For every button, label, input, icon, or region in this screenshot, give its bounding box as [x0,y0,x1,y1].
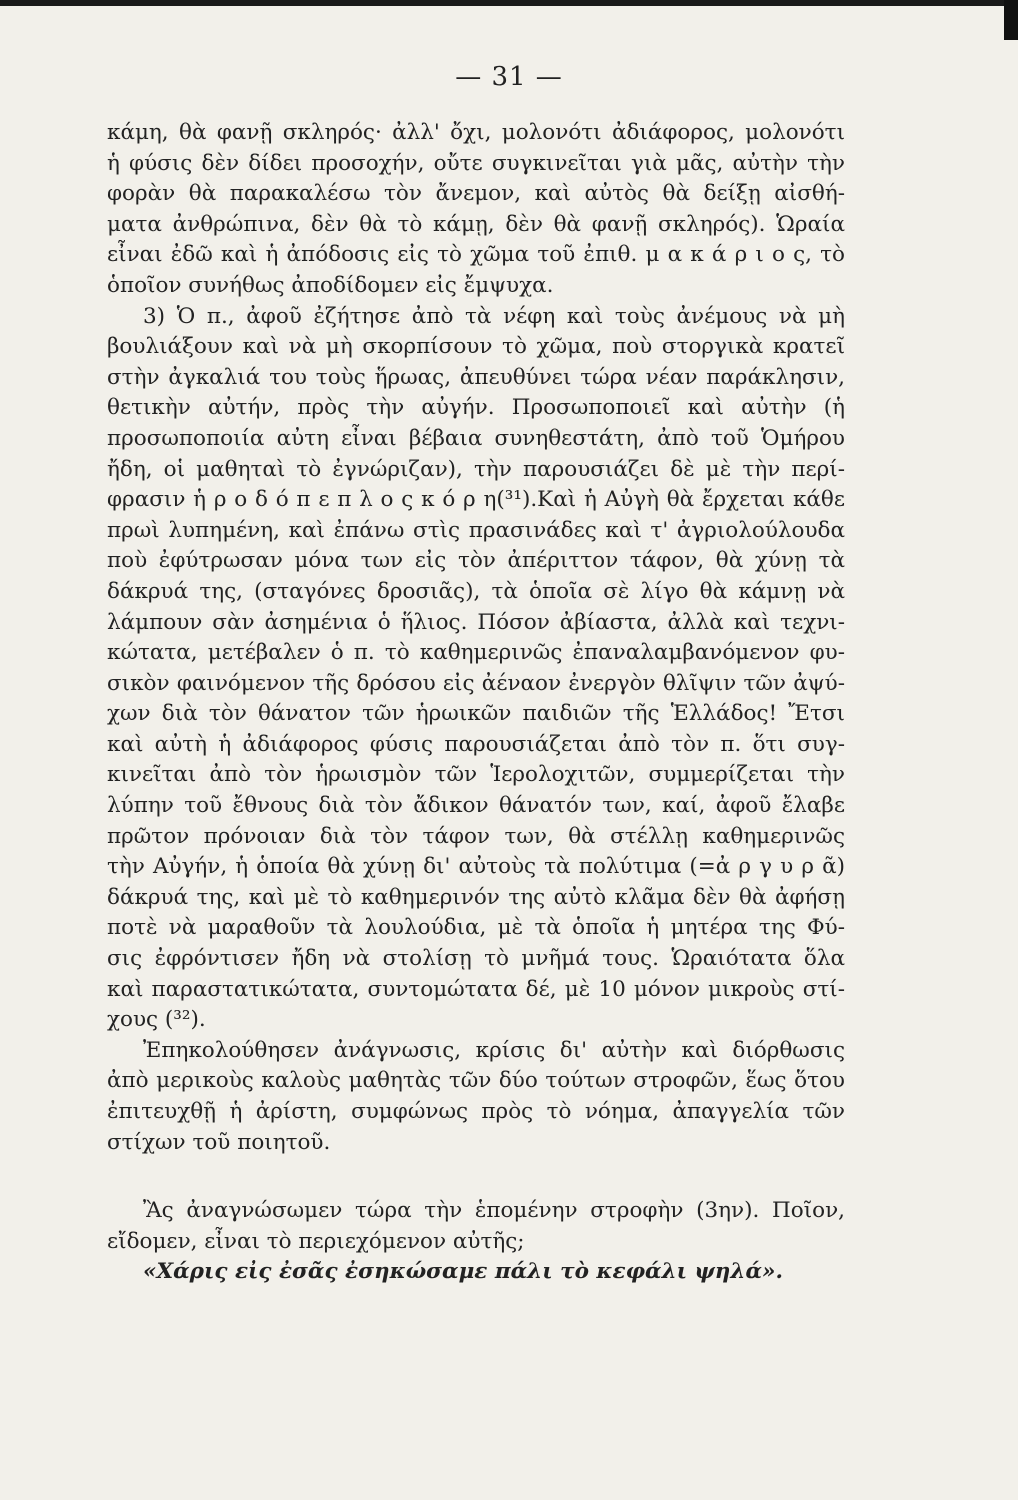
text-line: κώτατα, μετέβαλεν ὁ π. τὸ καθημερινῶς ἐπαναλαμβανόμενον φυ- [107,640,845,666]
text-line: εἴδομεν, εἶναι τὸ περιεχόμενον αὐτῆς; [107,1228,525,1254]
text-line: δάκρυά της, (σταγόνες δροσιᾶς), τὰ ὁποῖα σὲ λίγο θὰ κάμνῃ νὰ [107,578,845,604]
text-line: ἐπιτευχθῇ ἡ ἀρίστη, συμφώνως πρὸς τὸ νόημα, ἀπαγγελία τῶν [107,1099,845,1124]
text-line: ἤδη, οἱ μαθηταὶ τὸ ἐγνώριζαν), τὴν παρουσιάζει δὲ μὲ τὴν περί- [107,456,845,482]
text-line: βουλιάξουν καὶ νὰ μὴ σκορπίσουν τὸ χῶμα, ποὺ στοργικὰ κρατεῖ [107,334,845,360]
text-line: σις ἐφρόντισεν ἤδη νὰ στολίσῃ τὸ μνῆμά τους. Ὡραιότατα ὅλα [107,946,845,972]
text-line: θετικὴν αὐτήν, πρὸς τὴν αὐγήν. Προσωποποιεῖ καὶ αὐτὴν (ἡ [107,395,845,421]
text-line: ποὺ ἐφύτρωσαν μόνα των εἰς τὸν ἀπέριττον τάφον, θὰ χύνῃ τὰ [107,548,845,574]
text-line: ματα ἀνθρώπινα, δὲν θὰ τὸ κάμῃ, δὲν θὰ φανῇ σκληρός). Ὡραία [107,211,845,237]
text-line: τὴν Αὐγήν, ἡ ὁποία θὰ χύνῃ δι' αὐτοὺς τὰ πολύτιμα (=ἀ ρ γ υ ρ ᾶ) [107,854,845,880]
text-line: πρῶτον πρόνοιαν διὰ τὸν τάφον των, θὰ στέλλῃ καθημερινῶς [107,823,845,849]
paragraph [107,118,845,302]
text-line: λάμπουν σὰν ἀσημένια ὁ ἥλιος. Πόσον ἀβίαστα, ἀλλὰ καὶ τεχνι- [107,609,845,635]
paragraph [107,1036,845,1158]
page-number: — 31 — [455,62,563,92]
text-line: χων διὰ τὸν θάνατον τῶν ἡρωικῶν παιδιῶν τῆς Ἑλλάδος! Ἔτσι [107,701,845,727]
text-line: φρασιν ἡ ρ ο δ ό π ε π λ ο ς κ ό ρ η(³¹).Καὶ ἡ Αὐγὴ θὰ ἔρχεται κάθε [107,487,845,513]
text-line: ὁποῖον συνήθως ἀποδίδομεν εἰς ἔμψυχα. [107,272,554,298]
text-line: ἀπὸ μερικοὺς καλοὺς μαθητὰς τῶν δύο τούτων στροφῶν, ἕως ὅτου [107,1068,845,1094]
text-line: προσωποποιία αὐτη εἶναι βέβαια συνηθεστάτη, ἀπὸ τοῦ Ὁμήρου [107,425,845,451]
text-line: ἡ φύσις δὲν δίδει προσοχήν, οὔτε συγκινεῖται γιὰ μᾶς, αὐτὴν τὴν [107,150,845,176]
text-line: χους (³²). [107,1007,206,1033]
text-line: σικὸν φαινόμενον τῆς δρόσου εἰς ἀέναον ἐνεργὸν θλῖψιν τῶν ἀψύ- [107,670,845,696]
text-line: 3) Ὁ π., ἀφοῦ ἐζήτησε ἀπὸ τὰ νέφη καὶ τοὺς ἀνέμους νὰ μὴ [143,303,845,329]
paragraph [107,1196,845,1257]
page-edge-right [1004,0,1018,40]
text-line: κινεῖται ἀπὸ τὸν ἡρωισμὸν τῶν Ἱερολοχιτῶν, συμμερίζεται τὴν [107,762,845,788]
text-line: εἶναι ἐδῶ καὶ ἡ ἀπόδοσις εἰς τὸ χῶμα τοῦ ἐπιθ. μ α κ ά ρ ι ο ς, τὸ [107,242,845,268]
quoted-verse: «Χάρις εἰς ἐσᾶς ἐσηκώσαμε πάλι τὸ κεφάλι ψηλά». [143,1259,783,1285]
text-line: κάμη, θὰ φανῇ σκληρός· ἀλλ' ὄχι, μολονότι ἀδιάφορος, μολονότι [107,120,845,145]
text-line: στίχων τοῦ ποιητοῦ. [107,1129,331,1155]
text-line: στὴν ἀγκαλιά του τοὺς ἥρωας, ἀπευθύνει τώρα νέαν παράκλησιν, [107,364,845,390]
text-line: Ἐπηκολούθησεν ἀνάγνωσις, κρίσις δι' αὐτὴν καὶ διόρθωσις [143,1037,845,1063]
text-line: φορὰν θὰ παρακαλέσω τὸν ἄνεμον, καὶ αὐτὸς θὰ δείξῃ αἰσθή- [107,181,845,207]
text-line: πρωὶ λυπημένη, καὶ ἐπάνω στὶς πρασινάδες καὶ τ' ἀγριολούλουδα [107,517,845,543]
page-edge-top [0,0,1018,6]
text-line: ποτὲ νὰ μαραθοῦν τὰ λουλούδια, μὲ τὰ ὁποῖα ἡ μητέρα της Φύ- [107,915,845,941]
text-line: λύπην τοῦ ἔθνους διὰ τὸν ἄδικον θάνατόν των, καί, ἀφοῦ ἔλαβε [107,793,845,819]
text-line: δάκρυά της, καὶ μὲ τὸ καθημερινόν της αὐτὸ κλᾶμα δὲν θὰ ἀφήσῃ [107,884,845,910]
paragraph [107,302,845,1036]
text-line: καὶ αὐτὴ ἡ ἀδιάφορος φύσις παρουσιάζεται ἀπὸ τὸν π. ὅτι συγ- [107,731,845,757]
body-text [107,118,845,1288]
text-line: Ἂς ἀναγνώσωμεν τώρα τὴν ἑπομένην στροφὴν (3ην). Ποῖον, [143,1198,845,1224]
text-line: καὶ παραστατικώτατα, συντομώτατα δέ, μὲ 10 μόνον μικροὺς στί- [107,976,845,1002]
paragraph-gap [107,1158,845,1196]
